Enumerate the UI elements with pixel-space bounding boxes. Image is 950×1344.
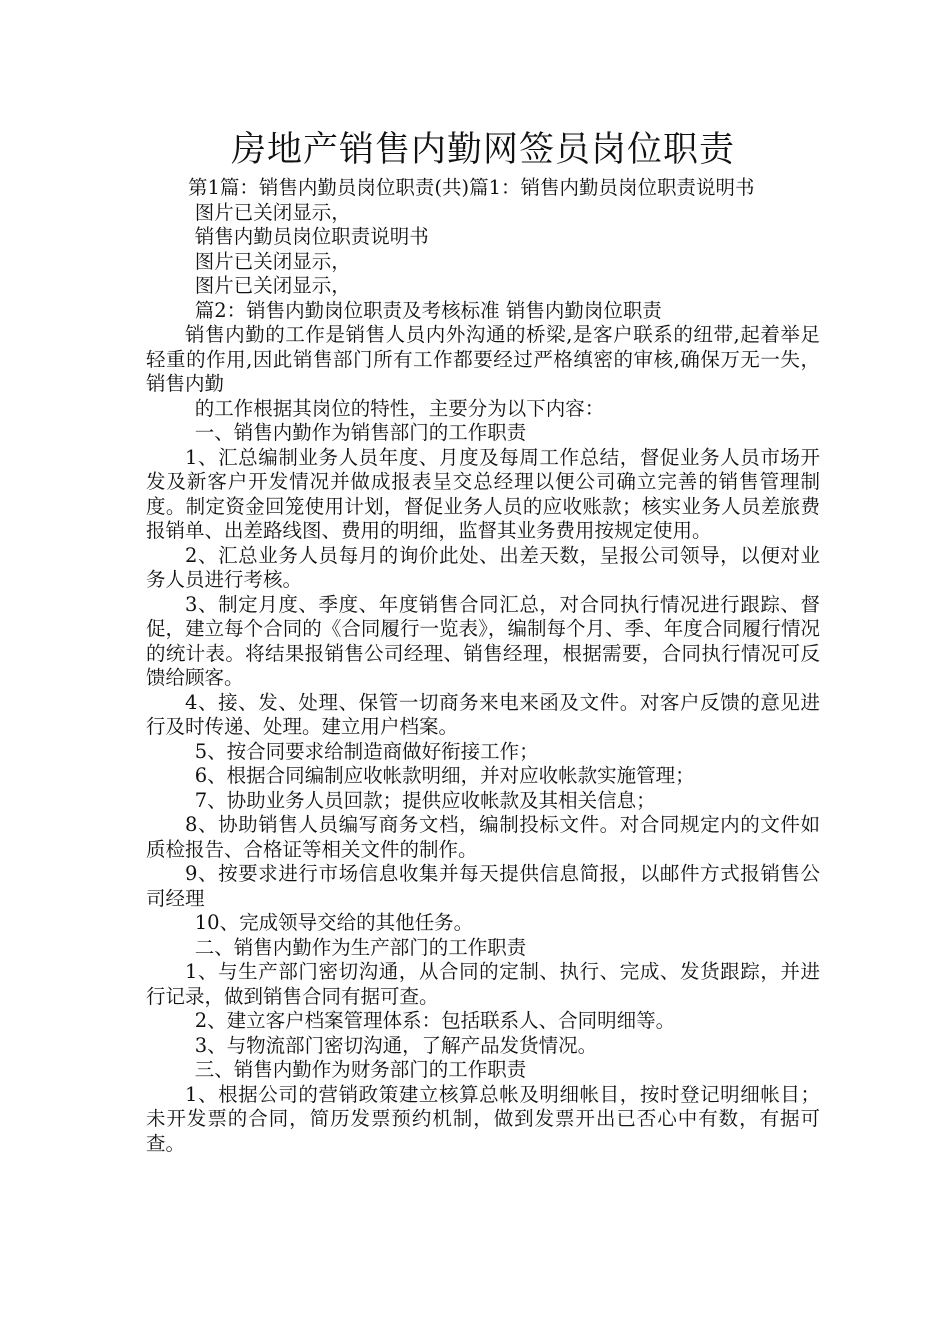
paragraph: 第1篇：销售内勤员岗位职责(共)篇1：销售内勤员岗位职责说明书	[188, 176, 755, 199]
paragraph: 2、汇总业务人员每月的询价此处、出差天数，呈报公司领导，以便对业务人员进行考核。	[146, 543, 820, 591]
document-title: 房地产销售内勤网签员岗位职责	[230, 130, 735, 170]
paragraph: 2、建立客户档案管理体系：包括联系人、合同明细等。	[194, 1009, 676, 1032]
paragraph: 的工作根据其岗位的特性，主要分为以下内容：	[194, 396, 605, 420]
paragraph: 5、按合同要求给制造商做好衔接工作；	[194, 739, 539, 763]
paragraph: 一、销售内勤作为销售部门的工作职责	[194, 421, 527, 444]
paragraph: 图片已关闭显示，	[194, 249, 351, 273]
paragraph: 9、按要求进行市场信息收集并每天提供信息简报，以邮件方式报销售公司经理	[146, 862, 820, 910]
paragraph: 二、销售内勤作为生产部门的工作职责	[194, 935, 527, 959]
paragraph: 1、汇总编制业务人员年度、月度及每周工作总结，督促业务人员市场开发及新客户开发情况并做成报表呈交总经理以便公司确立完善的销售管理制度。制定资金回笼使用计划，督促业务人员的应收账款；核实业务人员差旅费报销单、出差路线图、费用的明细，监督其业务费用按规定使用。	[146, 445, 820, 542]
paragraph: 10、完成领导交给的其他任务。	[194, 911, 474, 934]
document-body	[146, 176, 820, 1156]
paragraph: 3、制定月度、季度、年度销售合同汇总，对合同执行情况进行跟踪、督促，建立每个合同的《合同履行一览表》，编制每个月、季、年度合同履行情况的统计表。将结果报销售公司经理、销售经理，根据需要，合同执行情况可反馈给顾客。	[146, 592, 820, 689]
paragraph: 篇2：销售内勤岗位职责及考核标准 销售内勤岗位职责	[194, 298, 662, 322]
paragraph: 销售内勤员岗位职责说明书	[194, 225, 429, 248]
paragraph: 6、根据合同编制应收帐款明细，并对应收帐款实施管理；	[194, 764, 695, 787]
paragraph: 销售内勤的工作是销售人员内外沟通的桥梁,是客户联系的纽带,起着举足轻重的作用,因此销售部门所有工作都要经过严格缜密的审核,确保万无一失，销售内勤	[146, 323, 820, 395]
paragraph: 图片已关闭显示，	[194, 200, 351, 224]
paragraph: 图片已关闭显示，	[194, 274, 351, 297]
paragraph: 8、协助销售人员编写商务文档，编制投标文件。对合同规定内的文件如质检报告、合格证等相关文件的制作。	[146, 813, 820, 861]
paragraph: 三、销售内勤作为财务部门的工作职责	[194, 1058, 527, 1081]
paragraph: 1、根据公司的营销政策建立核算总帐及明细帐目，按时登记明细帐目；未开发票的合同，简历发票预约机制，做到发票开出已否心中有数，有据可查。	[146, 1082, 820, 1155]
paragraph: 4、接、发、处理、保管一切商务来电来函及文件。对客户反馈的意见进行及时传递、处理。建立用户档案。	[146, 690, 820, 738]
paragraph: 1、与生产部门密切沟通，从合同的定制、执行、完成、发货跟踪，并进行记录，做到销售合同有据可查。	[146, 960, 820, 1008]
paragraph: 7、协助业务人员回款；提供应收帐款及其相关信息；	[194, 788, 656, 812]
paragraph: 3、与物流部门密切沟通，了解产品发货情况。	[194, 1033, 598, 1057]
